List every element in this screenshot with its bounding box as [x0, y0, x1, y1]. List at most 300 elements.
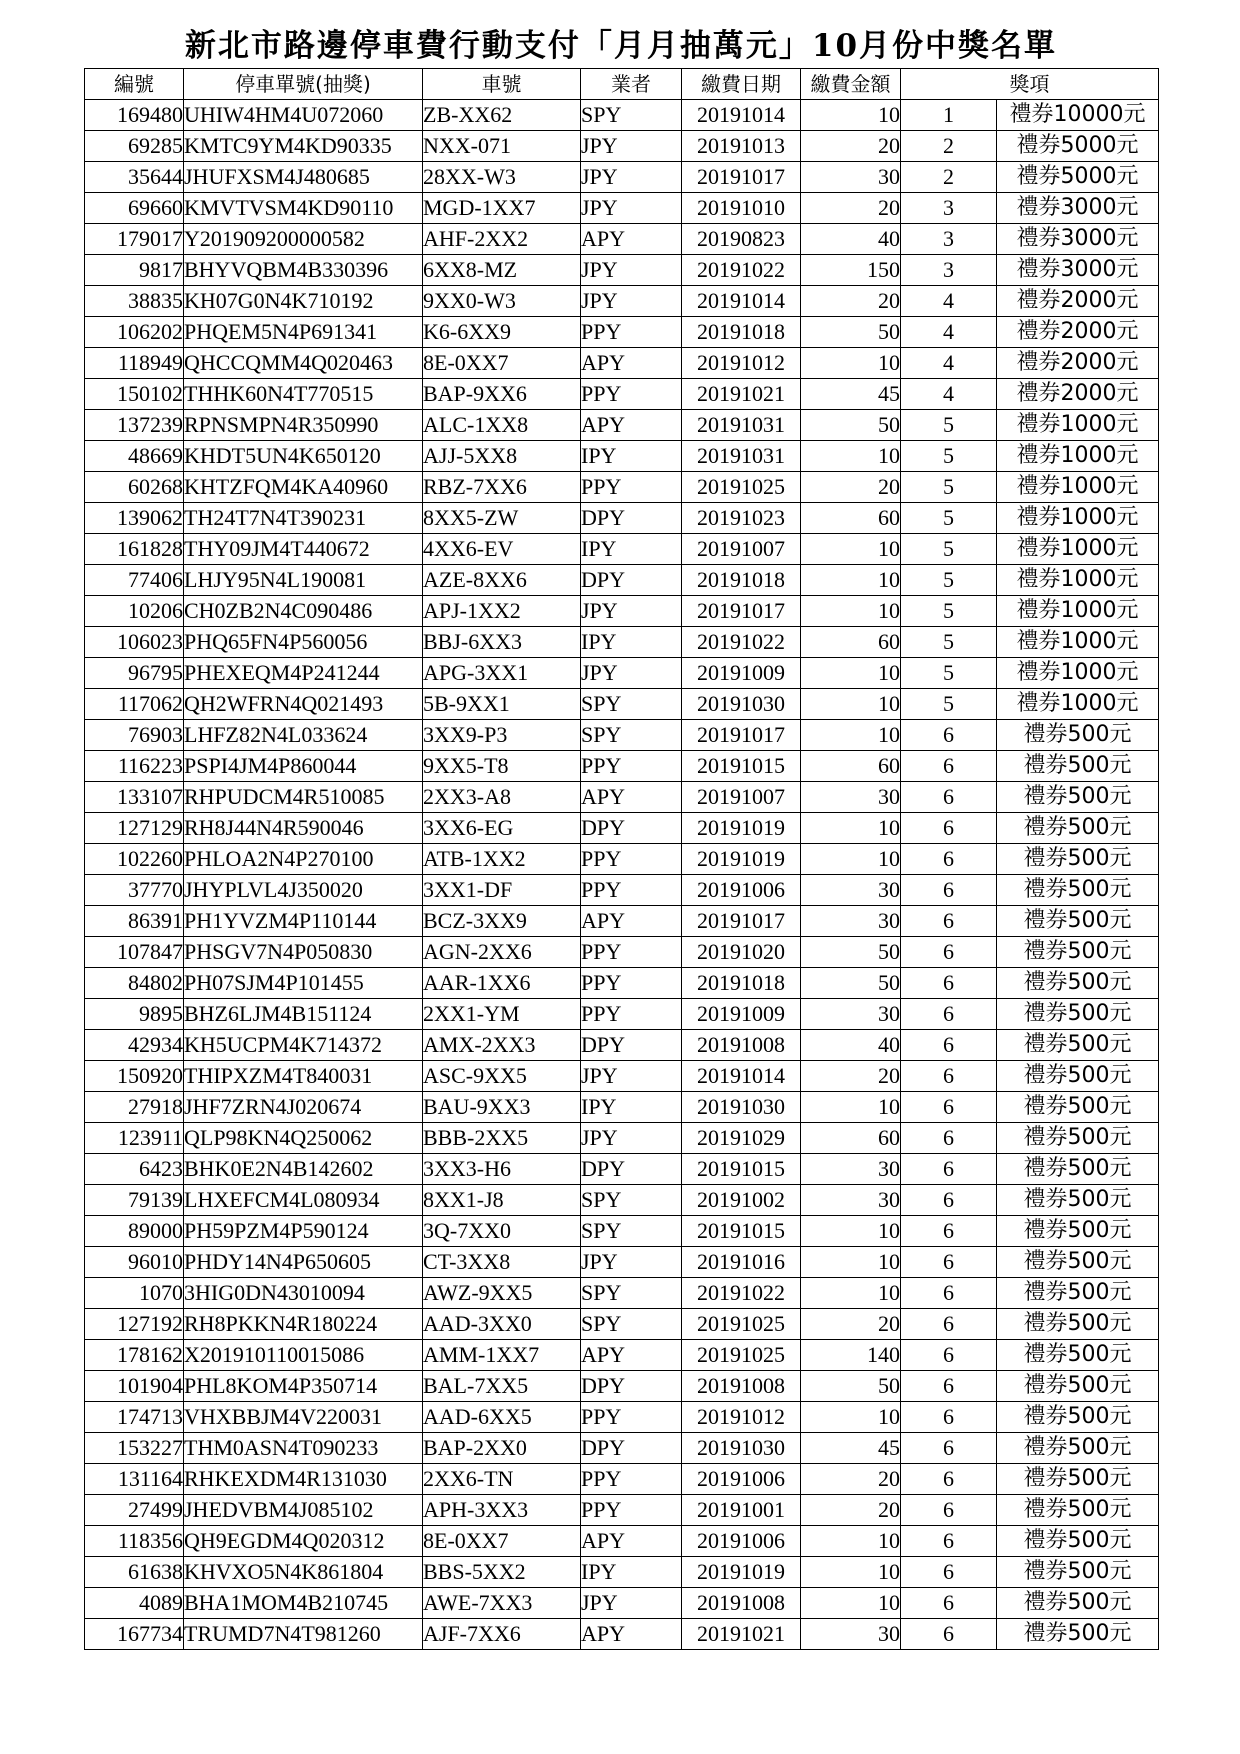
table-row [85, 1216, 1159, 1247]
table-row [85, 162, 1159, 193]
cell-date: 20191002 [682, 1185, 801, 1216]
cell-ticket: JHEDVBM4J085102 [184, 1495, 423, 1526]
cell-id: 9817 [85, 255, 184, 286]
cell-date: 20191014 [682, 1061, 801, 1092]
cell-id: 37770 [85, 875, 184, 906]
cell-plate: ASC-9XX5 [423, 1061, 581, 1092]
cell-id: 77406 [85, 565, 184, 596]
cell-prize: 禮券500元 [997, 1588, 1159, 1619]
cell-ticket: RHKEXDM4R131030 [184, 1464, 423, 1495]
table-row [85, 1619, 1159, 1650]
cell-id: 127129 [85, 813, 184, 844]
cell-operator: SPY [581, 1309, 682, 1340]
cell-rank: 6 [901, 1619, 997, 1650]
cell-ticket: TH24T7N4T390231 [184, 503, 423, 534]
cell-operator: APY [581, 906, 682, 937]
cell-operator: IPY [581, 1092, 682, 1123]
cell-id: 150920 [85, 1061, 184, 1092]
cell-ticket: QHCCQMM4Q020463 [184, 348, 423, 379]
cell-id: 116223 [85, 751, 184, 782]
cell-ticket: QLP98KN4Q250062 [184, 1123, 423, 1154]
cell-id: 106202 [85, 317, 184, 348]
cell-amount: 20 [801, 1309, 901, 1340]
cell-id: 139062 [85, 503, 184, 534]
cell-date: 20191008 [682, 1030, 801, 1061]
cell-rank: 3 [901, 193, 997, 224]
cell-rank: 6 [901, 1371, 997, 1402]
cell-ticket: QH9EGDM4Q020312 [184, 1526, 423, 1557]
cell-plate: AAD-3XX0 [423, 1309, 581, 1340]
cell-date: 20191007 [682, 782, 801, 813]
cell-operator: PPY [581, 844, 682, 875]
cell-ticket: BHK0E2N4B142602 [184, 1154, 423, 1185]
cell-plate: 2XX6-TN [423, 1464, 581, 1495]
cell-amount: 30 [801, 1154, 901, 1185]
cell-id: 131164 [85, 1464, 184, 1495]
cell-ticket: THY09JM4T440672 [184, 534, 423, 565]
cell-prize: 禮券500元 [997, 813, 1159, 844]
cell-ticket: PHLOA2N4P270100 [184, 844, 423, 875]
table-row [85, 131, 1159, 162]
cell-operator: DPY [581, 813, 682, 844]
cell-id: 69660 [85, 193, 184, 224]
cell-plate: 4XX6-EV [423, 534, 581, 565]
cell-date: 20191031 [682, 410, 801, 441]
cell-ticket: PHSGV7N4P050830 [184, 937, 423, 968]
cell-id: 118949 [85, 348, 184, 379]
table-row [85, 1278, 1159, 1309]
cell-prize: 禮券1000元 [997, 534, 1159, 565]
header-date: 繳費日期 [682, 69, 801, 100]
cell-amount: 10 [801, 1526, 901, 1557]
cell-id: 179017 [85, 224, 184, 255]
cell-ticket: VHXBBJM4V220031 [184, 1402, 423, 1433]
table-row [85, 1309, 1159, 1340]
cell-plate: ZB-XX62 [423, 100, 581, 131]
cell-rank: 1 [901, 100, 997, 131]
cell-rank: 5 [901, 472, 997, 503]
cell-date: 20191019 [682, 1557, 801, 1588]
table-row [85, 937, 1159, 968]
cell-ticket: PH59PZM4P590124 [184, 1216, 423, 1247]
cell-date: 20191020 [682, 937, 801, 968]
cell-ticket: KH5UCPM4K714372 [184, 1030, 423, 1061]
cell-plate: RBZ-7XX6 [423, 472, 581, 503]
cell-id: 178162 [85, 1340, 184, 1371]
cell-plate: 28XX-W3 [423, 162, 581, 193]
cell-rank: 4 [901, 317, 997, 348]
cell-operator: SPY [581, 720, 682, 751]
table-row [85, 1526, 1159, 1557]
cell-prize: 禮券1000元 [997, 627, 1159, 658]
cell-id: 167734 [85, 1619, 184, 1650]
cell-amount: 50 [801, 317, 901, 348]
cell-id: 79139 [85, 1185, 184, 1216]
cell-date: 20191007 [682, 534, 801, 565]
cell-plate: 3Q-7XX0 [423, 1216, 581, 1247]
table-body [85, 100, 1159, 1650]
cell-date: 20191013 [682, 131, 801, 162]
cell-operator: IPY [581, 534, 682, 565]
cell-ticket: JHF7ZRN4J020674 [184, 1092, 423, 1123]
cell-rank: 6 [901, 875, 997, 906]
cell-date: 20191006 [682, 875, 801, 906]
cell-operator: PPY [581, 999, 682, 1030]
header-prize: 獎項 [901, 69, 1159, 100]
table-row [85, 1557, 1159, 1588]
cell-id: 38835 [85, 286, 184, 317]
cell-operator: PPY [581, 968, 682, 999]
cell-amount: 10 [801, 813, 901, 844]
cell-prize: 禮券10000元 [997, 100, 1159, 131]
cell-ticket: THM0ASN4T090233 [184, 1433, 423, 1464]
cell-date: 20191017 [682, 906, 801, 937]
cell-date: 20191009 [682, 999, 801, 1030]
cell-prize: 禮券500元 [997, 906, 1159, 937]
cell-date: 20191025 [682, 472, 801, 503]
cell-rank: 6 [901, 782, 997, 813]
cell-rank: 5 [901, 503, 997, 534]
cell-plate: AZE-8XX6 [423, 565, 581, 596]
cell-id: 150102 [85, 379, 184, 410]
cell-prize: 禮券1000元 [997, 596, 1159, 627]
cell-rank: 6 [901, 1061, 997, 1092]
cell-prize: 禮券500元 [997, 1092, 1159, 1123]
table-row [85, 100, 1159, 131]
cell-prize: 禮券500元 [997, 875, 1159, 906]
cell-amount: 20 [801, 1495, 901, 1526]
header-operator: 業者 [581, 69, 682, 100]
cell-plate: ALC-1XX8 [423, 410, 581, 441]
table-row [85, 534, 1159, 565]
cell-date: 20191022 [682, 1278, 801, 1309]
cell-id: 48669 [85, 441, 184, 472]
cell-prize: 禮券500元 [997, 844, 1159, 875]
cell-operator: SPY [581, 1216, 682, 1247]
cell-prize: 禮券500元 [997, 720, 1159, 751]
table-row [85, 224, 1159, 255]
cell-amount: 10 [801, 1557, 901, 1588]
cell-date: 20191006 [682, 1526, 801, 1557]
cell-operator: JPY [581, 1123, 682, 1154]
cell-amount: 20 [801, 286, 901, 317]
cell-date: 20191012 [682, 1402, 801, 1433]
cell-prize: 禮券1000元 [997, 565, 1159, 596]
cell-ticket: KHTZFQM4KA40960 [184, 472, 423, 503]
cell-id: 9895 [85, 999, 184, 1030]
cell-date: 20191030 [682, 1433, 801, 1464]
table-row [85, 348, 1159, 379]
cell-amount: 20 [801, 1061, 901, 1092]
cell-prize: 禮券500元 [997, 1154, 1159, 1185]
table-row [85, 286, 1159, 317]
cell-id: 123911 [85, 1123, 184, 1154]
cell-plate: K6-6XX9 [423, 317, 581, 348]
cell-id: 60268 [85, 472, 184, 503]
cell-plate: 3XX9-P3 [423, 720, 581, 751]
cell-amount: 60 [801, 503, 901, 534]
cell-date: 20191012 [682, 348, 801, 379]
cell-prize: 禮券500元 [997, 1185, 1159, 1216]
cell-ticket: JHYPLVL4J350020 [184, 875, 423, 906]
winners-table [84, 68, 1159, 1650]
cell-amount: 10 [801, 348, 901, 379]
cell-operator: SPY [581, 1185, 682, 1216]
cell-prize: 禮券500元 [997, 1464, 1159, 1495]
cell-date: 20191009 [682, 658, 801, 689]
cell-operator: JPY [581, 131, 682, 162]
table-row [85, 441, 1159, 472]
cell-rank: 4 [901, 286, 997, 317]
cell-amount: 10 [801, 720, 901, 751]
cell-amount: 10 [801, 1216, 901, 1247]
cell-operator: DPY [581, 503, 682, 534]
cell-prize: 禮券1000元 [997, 441, 1159, 472]
cell-date: 20191015 [682, 1154, 801, 1185]
cell-plate: AAR-1XX6 [423, 968, 581, 999]
table-row [85, 999, 1159, 1030]
cell-operator: PPY [581, 875, 682, 906]
cell-operator: DPY [581, 1371, 682, 1402]
cell-rank: 5 [901, 441, 997, 472]
cell-id: 161828 [85, 534, 184, 565]
cell-plate: 3XX6-EG [423, 813, 581, 844]
cell-date: 20191021 [682, 1619, 801, 1650]
table-row [85, 813, 1159, 844]
cell-amount: 20 [801, 1464, 901, 1495]
cell-rank: 6 [901, 937, 997, 968]
cell-ticket: THIPXZM4T840031 [184, 1061, 423, 1092]
cell-prize: 禮券500元 [997, 1061, 1159, 1092]
cell-id: 101904 [85, 1371, 184, 1402]
table-row [85, 193, 1159, 224]
cell-prize: 禮券1000元 [997, 503, 1159, 534]
cell-operator: APY [581, 348, 682, 379]
cell-amount: 40 [801, 224, 901, 255]
cell-operator: PPY [581, 379, 682, 410]
table-header-row [85, 69, 1159, 100]
cell-rank: 6 [901, 1309, 997, 1340]
cell-operator: PPY [581, 1495, 682, 1526]
cell-prize: 禮券500元 [997, 1123, 1159, 1154]
header-plate: 車號 [423, 69, 581, 100]
table-row [85, 472, 1159, 503]
cell-ticket: PHQEM5N4P691341 [184, 317, 423, 348]
table-row [85, 1464, 1159, 1495]
cell-amount: 10 [801, 441, 901, 472]
cell-plate: 6XX8-MZ [423, 255, 581, 286]
cell-ticket: Y201909200000582 [184, 224, 423, 255]
cell-prize: 禮券2000元 [997, 286, 1159, 317]
cell-date: 20191030 [682, 689, 801, 720]
cell-amount: 60 [801, 627, 901, 658]
cell-operator: JPY [581, 162, 682, 193]
cell-prize: 禮券500元 [997, 1371, 1159, 1402]
cell-operator: JPY [581, 596, 682, 627]
cell-operator: PPY [581, 1402, 682, 1433]
cell-ticket: PHDY14N4P650605 [184, 1247, 423, 1278]
cell-rank: 6 [901, 844, 997, 875]
cell-rank: 6 [901, 720, 997, 751]
cell-date: 20191015 [682, 1216, 801, 1247]
cell-date: 20191022 [682, 627, 801, 658]
cell-plate: 2XX3-A8 [423, 782, 581, 813]
cell-ticket: LHXEFCM4L080934 [184, 1185, 423, 1216]
cell-rank: 5 [901, 596, 997, 627]
cell-ticket: X201910110015086 [184, 1340, 423, 1371]
table-row [85, 317, 1159, 348]
cell-prize: 禮券5000元 [997, 162, 1159, 193]
cell-rank: 6 [901, 1340, 997, 1371]
cell-id: 174713 [85, 1402, 184, 1433]
cell-plate: BAU-9XX3 [423, 1092, 581, 1123]
cell-ticket: BHYVQBM4B330396 [184, 255, 423, 286]
cell-plate: NXX-071 [423, 131, 581, 162]
table-row [85, 720, 1159, 751]
cell-prize: 禮券2000元 [997, 379, 1159, 410]
cell-plate: CT-3XX8 [423, 1247, 581, 1278]
cell-operator: IPY [581, 627, 682, 658]
cell-amount: 60 [801, 1123, 901, 1154]
cell-date: 20191001 [682, 1495, 801, 1526]
cell-operator: PPY [581, 1464, 682, 1495]
cell-ticket: PH07SJM4P101455 [184, 968, 423, 999]
cell-rank: 6 [901, 813, 997, 844]
cell-id: 1070 [85, 1278, 184, 1309]
cell-rank: 6 [901, 1526, 997, 1557]
cell-plate: APJ-1XX2 [423, 596, 581, 627]
cell-plate: BAL-7XX5 [423, 1371, 581, 1402]
table-row [85, 1247, 1159, 1278]
table-row [85, 906, 1159, 937]
cell-plate: AJF-7XX6 [423, 1619, 581, 1650]
cell-plate: AWZ-9XX5 [423, 1278, 581, 1309]
cell-date: 20191022 [682, 255, 801, 286]
cell-id: 133107 [85, 782, 184, 813]
cell-amount: 40 [801, 1030, 901, 1061]
table-row [85, 410, 1159, 441]
cell-prize: 禮券500元 [997, 1309, 1159, 1340]
cell-id: 76903 [85, 720, 184, 751]
cell-date: 20191008 [682, 1371, 801, 1402]
cell-operator: JPY [581, 193, 682, 224]
cell-amount: 30 [801, 875, 901, 906]
cell-date: 20191008 [682, 1588, 801, 1619]
cell-operator: IPY [581, 1557, 682, 1588]
cell-operator: JPY [581, 658, 682, 689]
cell-rank: 3 [901, 224, 997, 255]
cell-amount: 10 [801, 689, 901, 720]
cell-plate: 8E-0XX7 [423, 1526, 581, 1557]
table-row [85, 875, 1159, 906]
cell-rank: 5 [901, 565, 997, 596]
cell-amount: 10 [801, 565, 901, 596]
cell-amount: 10 [801, 658, 901, 689]
table-row [85, 689, 1159, 720]
cell-date: 20191017 [682, 720, 801, 751]
cell-operator: SPY [581, 1278, 682, 1309]
cell-rank: 6 [901, 1402, 997, 1433]
cell-prize: 禮券500元 [997, 782, 1159, 813]
cell-ticket: KHDT5UN4K650120 [184, 441, 423, 472]
cell-date: 20191017 [682, 596, 801, 627]
cell-ticket: RPNSMPN4R350990 [184, 410, 423, 441]
cell-operator: DPY [581, 565, 682, 596]
table-row [85, 1061, 1159, 1092]
cell-rank: 6 [901, 1433, 997, 1464]
table-row [85, 596, 1159, 627]
cell-date: 20190823 [682, 224, 801, 255]
table-row [85, 658, 1159, 689]
cell-prize: 禮券500元 [997, 1526, 1159, 1557]
table-row [85, 1030, 1159, 1061]
cell-ticket: THHK60N4T770515 [184, 379, 423, 410]
cell-operator: APY [581, 410, 682, 441]
cell-date: 20191017 [682, 162, 801, 193]
table-row [85, 968, 1159, 999]
cell-plate: BBS-5XX2 [423, 1557, 581, 1588]
cell-prize: 禮券500元 [997, 968, 1159, 999]
cell-rank: 5 [901, 410, 997, 441]
cell-amount: 30 [801, 999, 901, 1030]
header-id: 編號 [85, 69, 184, 100]
cell-prize: 禮券500元 [997, 751, 1159, 782]
cell-id: 4089 [85, 1588, 184, 1619]
cell-ticket: QH2WFRN4Q021493 [184, 689, 423, 720]
cell-amount: 10 [801, 1247, 901, 1278]
cell-ticket: 3HIG0DN43010094 [184, 1278, 423, 1309]
cell-prize: 禮券500元 [997, 1216, 1159, 1247]
cell-id: 127192 [85, 1309, 184, 1340]
cell-date: 20191014 [682, 286, 801, 317]
cell-id: 35644 [85, 162, 184, 193]
cell-plate: 8XX1-J8 [423, 1185, 581, 1216]
cell-amount: 50 [801, 937, 901, 968]
table-row [85, 1123, 1159, 1154]
cell-plate: BBB-2XX5 [423, 1123, 581, 1154]
cell-date: 20191025 [682, 1309, 801, 1340]
cell-amount: 50 [801, 1371, 901, 1402]
table-row [85, 1371, 1159, 1402]
cell-rank: 5 [901, 658, 997, 689]
cell-date: 20191029 [682, 1123, 801, 1154]
cell-ticket: KMTC9YM4KD90335 [184, 131, 423, 162]
cell-plate: 5B-9XX1 [423, 689, 581, 720]
cell-ticket: RHPUDCM4R510085 [184, 782, 423, 813]
cell-prize: 禮券1000元 [997, 658, 1159, 689]
cell-ticket: KHVXO5N4K861804 [184, 1557, 423, 1588]
header-amount: 繳費金額 [801, 69, 901, 100]
cell-operator: JPY [581, 255, 682, 286]
cell-amount: 30 [801, 1185, 901, 1216]
cell-amount: 20 [801, 193, 901, 224]
cell-rank: 5 [901, 627, 997, 658]
cell-plate: APH-3XX3 [423, 1495, 581, 1526]
cell-date: 20191025 [682, 1340, 801, 1371]
cell-prize: 禮券2000元 [997, 317, 1159, 348]
cell-prize: 禮券500元 [997, 937, 1159, 968]
cell-amount: 50 [801, 968, 901, 999]
cell-plate: 9XX0-W3 [423, 286, 581, 317]
cell-id: 69285 [85, 131, 184, 162]
cell-operator: IPY [581, 441, 682, 472]
cell-prize: 禮券3000元 [997, 224, 1159, 255]
cell-plate: BAP-2XX0 [423, 1433, 581, 1464]
cell-ticket: KH07G0N4K710192 [184, 286, 423, 317]
cell-amount: 10 [801, 1588, 901, 1619]
cell-ticket: LHJY95N4L190081 [184, 565, 423, 596]
cell-plate: 9XX5-T8 [423, 751, 581, 782]
